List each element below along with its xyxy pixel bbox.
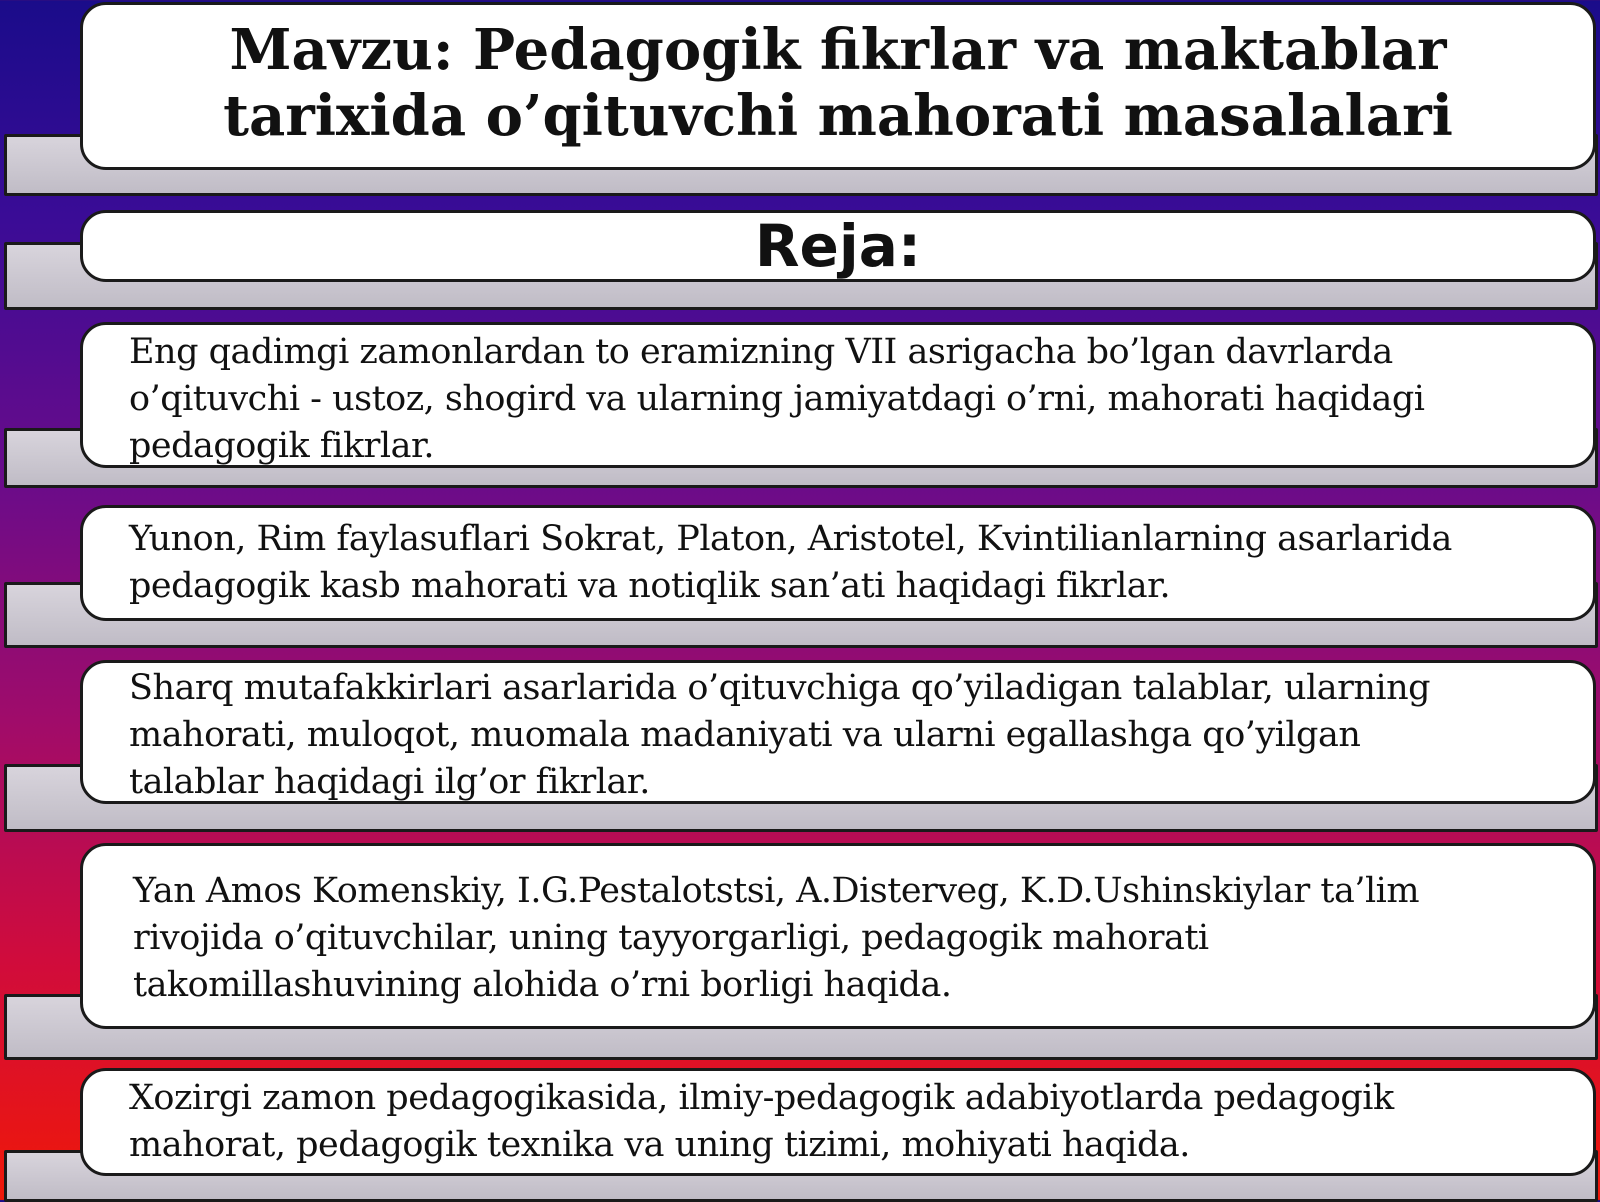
plan-heading: Reja: bbox=[754, 212, 922, 280]
plan-item-1-text: Eng qadimgi zamonlardan to eramizning VII asrigacha bo’lgan davrlarda o’qituvchi - ustoz, shogird va ularning jamiyatdagi o’rni, mahorati haqidagi pedagogik fikrlar. bbox=[129, 332, 1425, 466]
plan-item-1 bbox=[80, 322, 1596, 468]
plan-item-5-text: Xozirgi zamon pedagogikasida, ilmiy-pedagogik adabiyotlarda pedagogik mahorat, pedagogik texnika va uning tizimi, mohiyati haqida. bbox=[129, 1078, 1394, 1165]
plan-item-4-text: Yan Amos Komenskiy, I.G.Pestalotstsi, A.Disterveg, K.D.Ushinskiylar ta’lim rivojida o’qituvchilar, uning tayyorgarligi, pedagogik mahorati takomillashuvining alohida o’rni borligi haqida. bbox=[133, 871, 1420, 1005]
plan-item-2 bbox=[80, 505, 1596, 621]
plan-heading-box bbox=[80, 210, 1596, 282]
plan-item-2-text: Yunon, Rim faylasuflari Sokrat, Platon, Aristotel, Kvintilianlarning asarlarida pedagogik kasb mahorati va notiqlik san’ati haqidagi fikrlar. bbox=[129, 519, 1452, 606]
plan-item-5 bbox=[80, 1068, 1596, 1176]
title-box bbox=[80, 2, 1596, 170]
plan-item-3-text: Sharq mutafakkirlari asarlarida o’qituvchiga qo’yiladigan talablar, ularning mahorati, muloqot, muomala madaniyati va ularni egallashga qo’yilgan talablar haqidagi ilg’or fikrlar. bbox=[129, 668, 1431, 802]
plan-item-3 bbox=[80, 660, 1596, 804]
plan-item-4 bbox=[80, 843, 1596, 1029]
page-title: Mavzu: Pedagogik fikrlar va maktablar tarixida o’qituvchi mahorati masalalari bbox=[223, 17, 1453, 149]
